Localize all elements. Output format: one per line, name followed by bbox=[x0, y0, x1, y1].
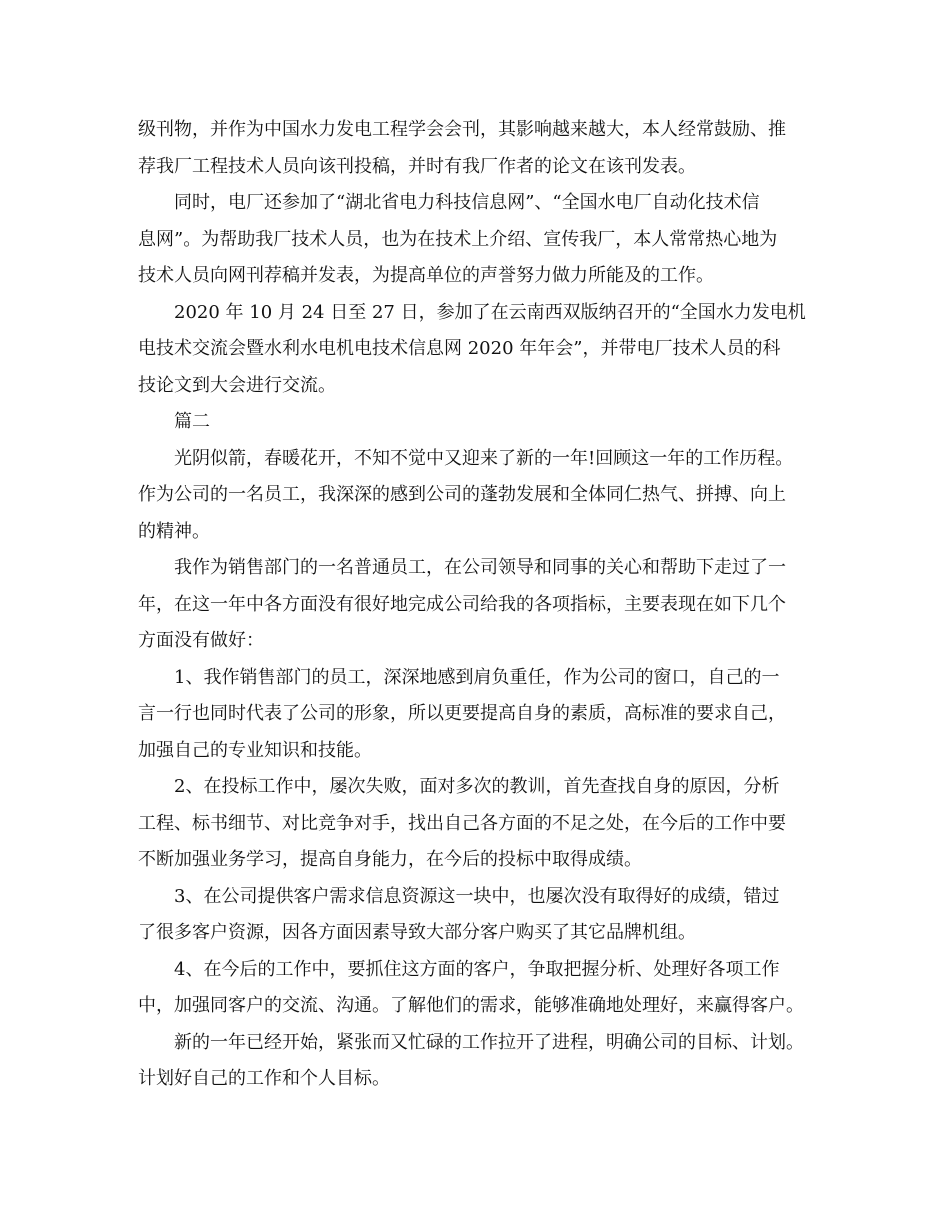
text-line: 电技术交流会暨水利水电机电技术信息网 2020 年年会”，并带电厂技术人员的科 bbox=[138, 338, 781, 359]
text-line: 计划好自己的工作和个人目标。 bbox=[138, 1068, 390, 1089]
text-line: 新的一年已经开始，紧张而又忙碌的工作拉开了进程，明确公司的目标、计划。 bbox=[174, 1031, 804, 1053]
text-line: 1、我作销售部门的员工，深深地感到肩负重任，作为公司的窗口，自己的一 bbox=[174, 666, 780, 688]
text-line: 言一行也同时代表了公司的形象，所以更要提高自身的素质，高标准的要求自己， bbox=[138, 703, 786, 724]
text-line: 篇二 bbox=[174, 411, 210, 432]
text-line: 同时，电厂还参加了“湖北省电力科技信息网”、“全国水电厂自动化技术信 bbox=[174, 192, 760, 213]
text-line: 作为公司的一名员工，我深深的感到公司的蓬勃发展和全体同仁热气、拼搏、向上 bbox=[138, 484, 786, 505]
text-line: 了很多客户资源，因各方面因素导致大部分客户购买了其它品牌机组。 bbox=[138, 922, 696, 943]
text-line: 中，加强同客户的交流、沟通。了解他们的需求，能够准确地处理好，来赢得客户。 bbox=[138, 995, 804, 1016]
text-line: 2020 年 10 月 24 日至 27 日，参加了在云南西双版纳召开的“全国水力发电机 bbox=[174, 301, 806, 323]
text-line: 年，在这一年中各方面没有很好地完成公司给我的各项指标，主要表现在如下几个 bbox=[138, 593, 786, 615]
text-line: 加强自己的专业知识和技能。 bbox=[138, 739, 372, 761]
text-line: 级刊物，并作为中国水力发电工程学会会刊，其影响越来越大，本人经常鼓励、推 bbox=[138, 119, 786, 140]
text-line: 4、在今后的工作中，要抓住这方面的客户，争取把握分析、处理好各项工作 bbox=[174, 958, 780, 980]
document-body bbox=[138, 112, 823, 1098]
text-line: 工程、标书细节、对比竞争对手，找出自己各方面的不足之处，在今后的工作中要 bbox=[138, 812, 786, 834]
text-line: 技论文到大会进行交流。 bbox=[138, 374, 336, 396]
text-line: 息网”。为帮助我厂技术人员，也为在技术上介绍、宣传我厂，本人常常热心地为 bbox=[138, 228, 778, 250]
text-line: 荐我厂工程技术人员向该刊投稿，并时有我厂作者的论文在该刊发表。 bbox=[138, 155, 696, 177]
text-line: 3、在公司提供客户需求信息资源这一块中，也屡次没有取得好的成绩，错过 bbox=[174, 885, 780, 907]
text-line: 2、在投标工作中，屡次失败，面对多次的教训，首先查找自身的原因，分析 bbox=[174, 776, 780, 797]
text-line: 技术人员向网刊荐稿并发表，为提高单位的声誉努力做力所能及的工作。 bbox=[138, 265, 714, 286]
text-line: 光阴似箭，春暖花开，不知不觉中又迎来了新的一年!回顾这一年的工作历程。 bbox=[174, 447, 794, 469]
text-line: 方面没有做好： bbox=[138, 630, 264, 651]
text-line: 不断加强业务学习，提高自身能力，在今后的投标中取得成绩。 bbox=[138, 849, 642, 870]
text-line: 我作为销售部门的一名普通员工，在公司领导和同事的关心和帮助下走过了一 bbox=[174, 557, 786, 578]
text-line: 的精神。 bbox=[138, 520, 210, 542]
